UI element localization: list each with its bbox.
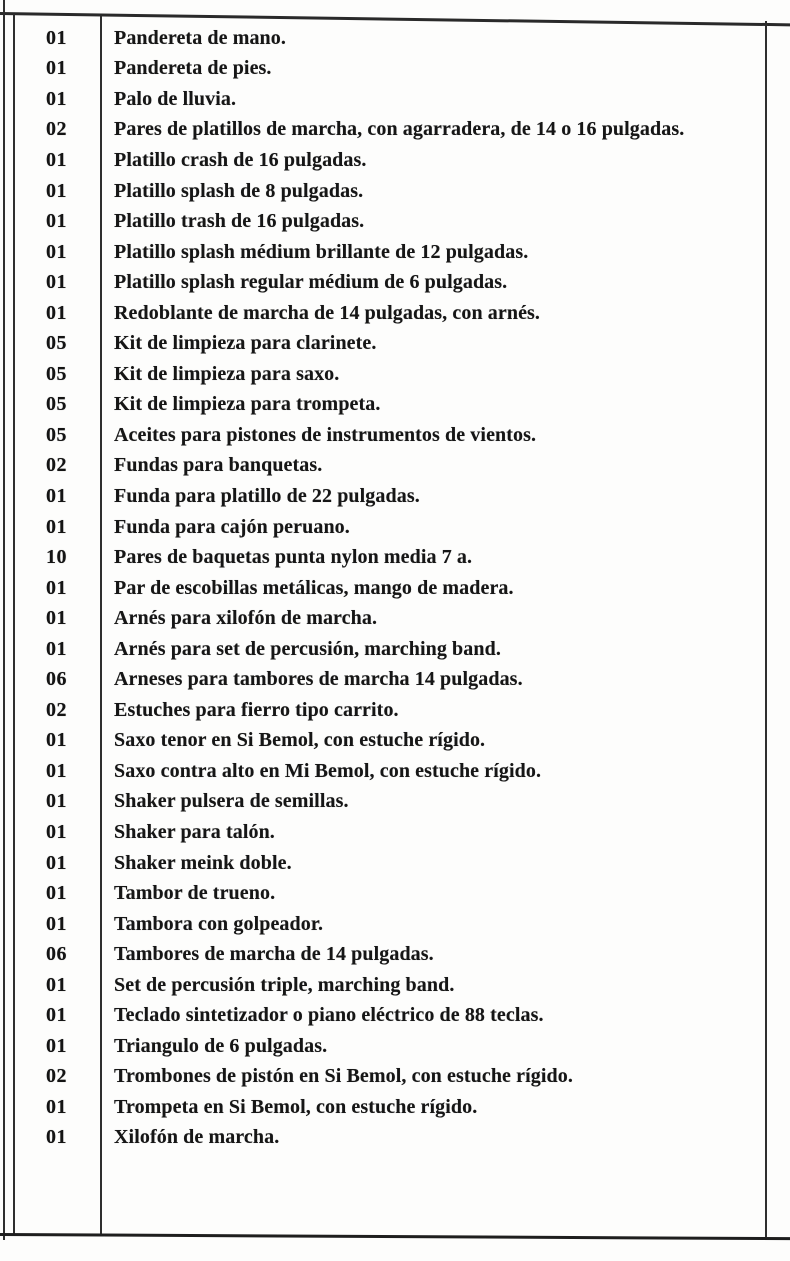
qty-cell: 01 <box>46 729 67 752</box>
table-row <box>0 115 790 146</box>
qty-cell: 01 <box>46 973 67 996</box>
qty-cell: 01 <box>46 851 67 874</box>
description-cell: Shaker meink doble. <box>114 851 292 874</box>
description-cell: Aceites para pistones de instrumentos de vientos. <box>114 423 537 446</box>
qty-cell: 01 <box>46 271 67 294</box>
description-cell: Teclado sintetizador o piano eléctrico de 88 teclas. <box>114 1004 544 1027</box>
qty-cell: 01 <box>46 57 67 80</box>
description-cell: Saxo contra alto en Mi Bemol, con estuche rígido. <box>114 759 542 782</box>
description-cell: Pandereta de mano. <box>114 26 286 49</box>
table-bottom-border <box>0 1233 790 1240</box>
qty-cell: 02 <box>46 698 67 721</box>
qty-cell: 01 <box>46 1126 67 1149</box>
qty-cell: 01 <box>46 637 67 660</box>
table-row <box>0 848 790 879</box>
table-row <box>0 206 790 237</box>
table-row <box>0 542 790 573</box>
table-row <box>0 481 790 512</box>
description-cell: Estuches para fierro tipo carrito. <box>114 698 399 721</box>
qty-cell: 01 <box>46 1004 67 1027</box>
description-cell: Palo de lluvia. <box>114 87 237 110</box>
table-row <box>0 359 790 390</box>
qty-cell: 01 <box>46 240 67 263</box>
qty-cell: 02 <box>46 118 67 141</box>
table-row <box>0 603 790 634</box>
description-cell: Arneses para tambores de marcha 14 pulgadas. <box>114 668 523 691</box>
qty-cell: 01 <box>46 576 67 599</box>
table-row <box>0 512 790 543</box>
qty-cell: 01 <box>46 148 67 171</box>
qty-cell: 05 <box>46 362 67 385</box>
description-cell: Trombones de pistón en Si Bemol, con estuche rígido. <box>114 1065 573 1088</box>
description-cell: Tambora con golpeador. <box>114 912 324 935</box>
qty-cell: 01 <box>46 607 67 630</box>
table-row <box>0 970 790 1001</box>
qty-cell: 01 <box>46 1095 67 1118</box>
description-cell: Tambores de marcha de 14 pulgadas. <box>114 943 434 966</box>
qty-cell: 05 <box>46 332 67 355</box>
description-cell: Kit de limpieza para trompeta. <box>114 393 381 416</box>
table-row <box>0 54 790 85</box>
description-cell: Fundas para banquetas. <box>114 454 323 477</box>
description-cell: Platillo splash de 8 pulgadas. <box>114 179 364 202</box>
qty-cell: 01 <box>46 882 67 905</box>
table-row <box>0 1123 790 1154</box>
description-cell: Kit de limpieza para clarinete. <box>114 332 377 355</box>
qty-cell: 01 <box>46 912 67 935</box>
qty-cell: 05 <box>46 393 67 416</box>
description-cell: Pandereta de pies. <box>114 57 272 80</box>
table-row <box>0 634 790 665</box>
table-row <box>0 878 790 909</box>
qty-cell: 01 <box>46 179 67 202</box>
qty-cell: 01 <box>46 759 67 782</box>
description-cell: Saxo tenor en Si Bemol, con estuche rígido. <box>114 729 486 752</box>
description-cell: Arnés para xilofón de marcha. <box>114 607 378 630</box>
table-row <box>0 664 790 695</box>
qty-cell: 01 <box>46 515 67 538</box>
table-row <box>0 726 790 757</box>
qty-cell: 01 <box>46 484 67 507</box>
qty-cell: 01 <box>46 1034 67 1057</box>
qty-cell: 01 <box>46 820 67 843</box>
table-row <box>0 328 790 359</box>
qty-cell: 05 <box>46 423 67 446</box>
description-cell: Arnés para set de percusión, marching band. <box>114 637 501 660</box>
table-row <box>0 939 790 970</box>
table-row <box>0 695 790 726</box>
description-cell: Funda para cajón peruano. <box>114 515 350 538</box>
description-cell: Shaker pulsera de semillas. <box>114 790 349 813</box>
description-cell: Pares de platillos de marcha, con agarradera, de 14 o 16 pulgadas. <box>114 118 685 141</box>
table-row <box>0 1062 790 1093</box>
description-cell: Platillo crash de 16 pulgadas. <box>114 148 367 171</box>
description-cell: Redoblante de marcha de 14 pulgadas, con arnés. <box>114 301 541 324</box>
description-cell: Set de percusión triple, marching band. <box>114 973 455 996</box>
table-row <box>0 298 790 329</box>
description-cell: Shaker para talón. <box>114 820 275 843</box>
qty-cell: 06 <box>46 668 67 691</box>
table-row <box>0 817 790 848</box>
table-row <box>0 23 790 54</box>
description-cell: Trompeta en Si Bemol, con estuche rígido. <box>114 1095 478 1118</box>
table-row <box>0 1001 790 1032</box>
description-cell: Platillo splash médium brillante de 12 pulgadas. <box>114 240 529 263</box>
description-cell: Tambor de trueno. <box>114 882 276 905</box>
qty-cell: 01 <box>46 790 67 813</box>
rows-container <box>0 23 790 1153</box>
qty-cell: 01 <box>46 87 67 110</box>
description-cell: Par de escobillas metálicas, mango de madera. <box>114 576 514 599</box>
table-row <box>0 237 790 268</box>
table-row <box>0 390 790 421</box>
table-row <box>0 267 790 298</box>
description-cell: Triangulo de 6 pulgadas. <box>114 1034 328 1057</box>
qty-cell: 01 <box>46 301 67 324</box>
table-row <box>0 909 790 940</box>
table-row <box>0 787 790 818</box>
description-cell: Funda para platillo de 22 pulgadas. <box>114 484 420 507</box>
description-cell: Xilofón de marcha. <box>114 1126 280 1149</box>
description-cell: Pares de baquetas punta nylon media 7 a. <box>114 546 473 569</box>
table-row <box>0 756 790 787</box>
table-row <box>0 145 790 176</box>
table-row <box>0 573 790 604</box>
qty-cell: 02 <box>46 454 67 477</box>
qty-cell: 01 <box>46 210 67 233</box>
qty-cell: 10 <box>46 546 67 569</box>
qty-cell: 02 <box>46 1065 67 1088</box>
table-row <box>0 420 790 451</box>
description-cell: Kit de limpieza para saxo. <box>114 362 340 385</box>
table-row <box>0 1092 790 1123</box>
description-cell: Platillo trash de 16 pulgadas. <box>114 210 365 233</box>
description-cell: Platillo splash regular médium de 6 pulgadas. <box>114 271 508 294</box>
qty-cell: 01 <box>46 26 67 49</box>
table-row <box>0 176 790 207</box>
table-row <box>0 84 790 115</box>
table-row <box>0 451 790 482</box>
table-row <box>0 1031 790 1062</box>
qty-cell: 06 <box>46 943 67 966</box>
